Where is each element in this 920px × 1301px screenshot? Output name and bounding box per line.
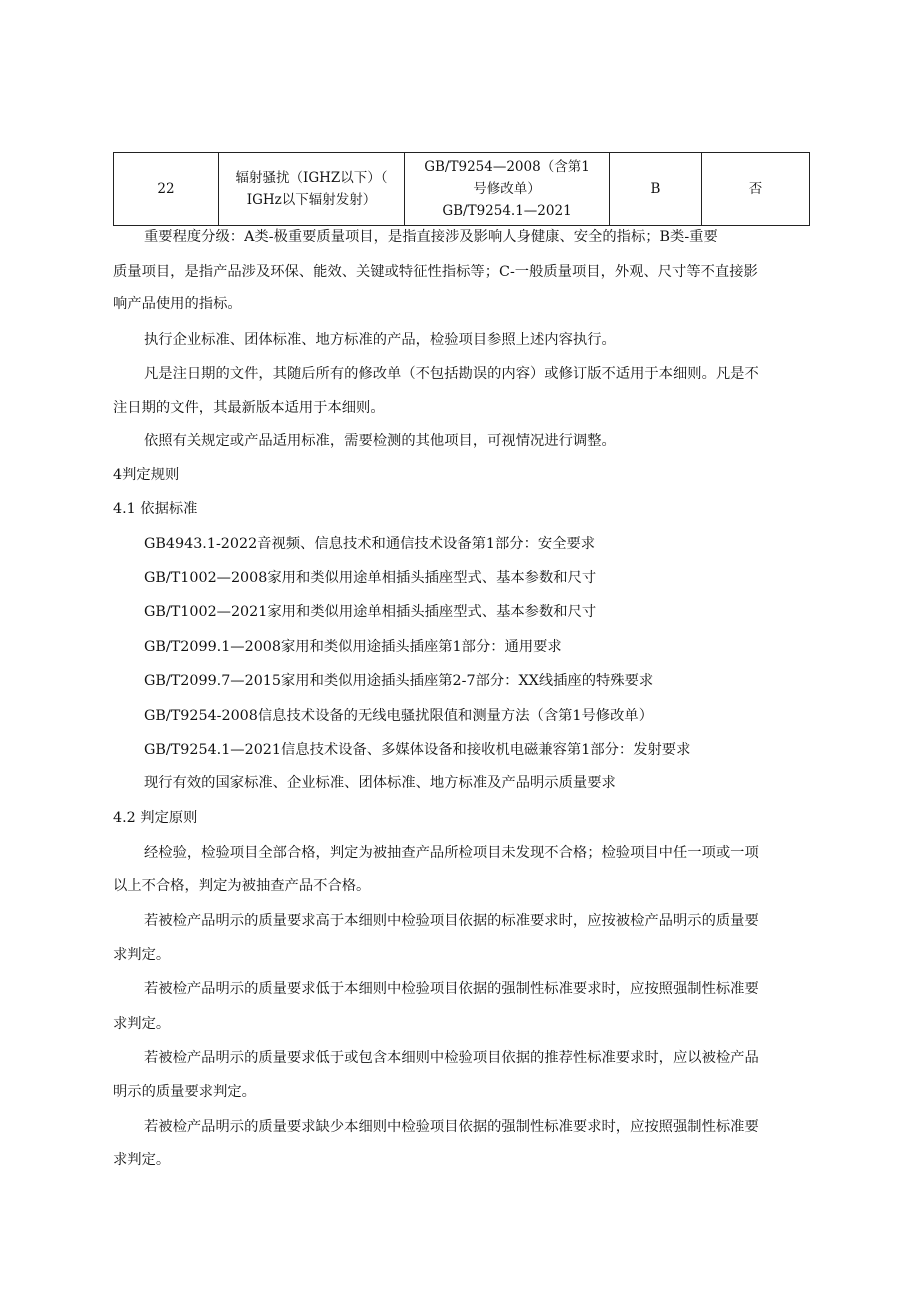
- paragraph-importance-cont: 质量项目，是指产品涉及环保、能效、关键或特征性指标等；C-一般质量项目，外观、尺寸等不直接影: [113, 264, 758, 280]
- cell-standard: [405, 153, 610, 226]
- standard-item: 现行有效的国家标准、企业标准、团体标准、地方标准及产品明示质量要求: [144, 775, 616, 791]
- paragraph-importance: 重要程度分级：A类-极重要质量项目，是指直接涉及影响人身健康、安全的指标；B类-重要: [144, 229, 718, 245]
- principle-paragraph: 若被检产品明示的质量要求低于本细则中检验项目依据的强制性标准要求时，应按照强制性标准要: [144, 981, 759, 997]
- paragraph-dated-docs-cont: 注日期的文件，其最新版本适用于本细则。: [113, 400, 385, 416]
- principle-paragraph: 若被检产品明示的质量要求低于或包含本细则中检验项目依据的推荐性标准要求时，应以被检产品: [144, 1050, 759, 1066]
- paragraph-exec-standard: 执行企业标准、团体标准、地方标准的产品，检验项目参照上述内容执行。: [144, 332, 616, 348]
- cell-flag: 否: [702, 153, 810, 226]
- standard-item: GB/T9254-2008信息技术设备的无线电骚扰限值和测量方法（含第1号修改单）: [144, 708, 653, 724]
- section-4-2-heading: 4.2 判定原则: [113, 810, 198, 826]
- cell-standard-line: 号修改单）: [473, 181, 541, 197]
- principle-paragraph-cont: 以上不合格，判定为被抽查产品不合格。: [113, 878, 371, 894]
- paragraph-importance-cont: 响产品使用的指标。: [113, 296, 242, 312]
- principle-paragraph-cont: 求判定。: [113, 947, 171, 963]
- cell-standard-line: GB/T9254—2008（含第1: [424, 159, 590, 175]
- principle-paragraph: 若被检产品明示的质量要求缺少本细则中检验项目依据的强制性标准要求时，应按照强制性标准要: [144, 1119, 759, 1135]
- cell-standard-line: GB/T9254.1—2021: [442, 203, 572, 219]
- principle-paragraph-cont: 明示的质量要求判定。: [113, 1084, 256, 1100]
- principle-paragraph: 经检验，检验项目全部合格，判定为被抽查产品所检项目未发现不合格；检验项目中任一项或一项: [144, 845, 759, 861]
- standard-item: GB/T2099.7—2015家用和类似用途插头插座第2-7部分：XX线插座的特殊要求: [144, 673, 654, 689]
- paragraph-dated-docs: 凡是注日期的文件，其随后所有的修改单（不包括勘误的内容）或修订版不适用于本细则。凡是不: [144, 366, 759, 382]
- paragraph-adjust: 依照有关规定或产品适用标准，需要检测的其他项目，可视情况进行调整。: [144, 433, 616, 449]
- cell-item: [219, 153, 405, 226]
- standard-item: GB/T1002—2008家用和类似用途单相插头插座型式、基本参数和尺寸: [144, 570, 597, 586]
- standard-item: GB/T2099.1—2008家用和类似用途插头插座第1部分：通用要求: [144, 639, 562, 655]
- cell-grade: B: [610, 153, 702, 226]
- cell-item-line: IGHz以下辐射发射）: [246, 192, 377, 208]
- cell-no: 22: [114, 153, 219, 226]
- principle-paragraph-cont: 求判定。: [113, 1016, 171, 1032]
- cell-item-line: 辐射骚扰（IGHZ以下）（: [235, 170, 388, 186]
- section-4-1-heading: 4.1 依据标准: [113, 501, 198, 517]
- section-4-heading: 4判定规则: [113, 467, 180, 483]
- inspection-items-table: [113, 152, 810, 226]
- standard-item: GB4943.1-2022音视频、信息技术和通信技术设备第1部分：安全要求: [144, 536, 596, 552]
- principle-paragraph: 若被检产品明示的质量要求高于本细则中检验项目依据的标准要求时，应按被检产品明示的质量要: [144, 913, 759, 929]
- standard-item: GB/T9254.1—2021信息技术设备、多媒体设备和接收机电磁兼容第1部分：发射要求: [144, 742, 691, 758]
- table-row: [114, 153, 810, 226]
- principle-paragraph-cont: 求判定。: [113, 1152, 171, 1168]
- standard-item: GB/T1002—2021家用和类似用途单相插头插座型式、基本参数和尺寸: [144, 604, 597, 620]
